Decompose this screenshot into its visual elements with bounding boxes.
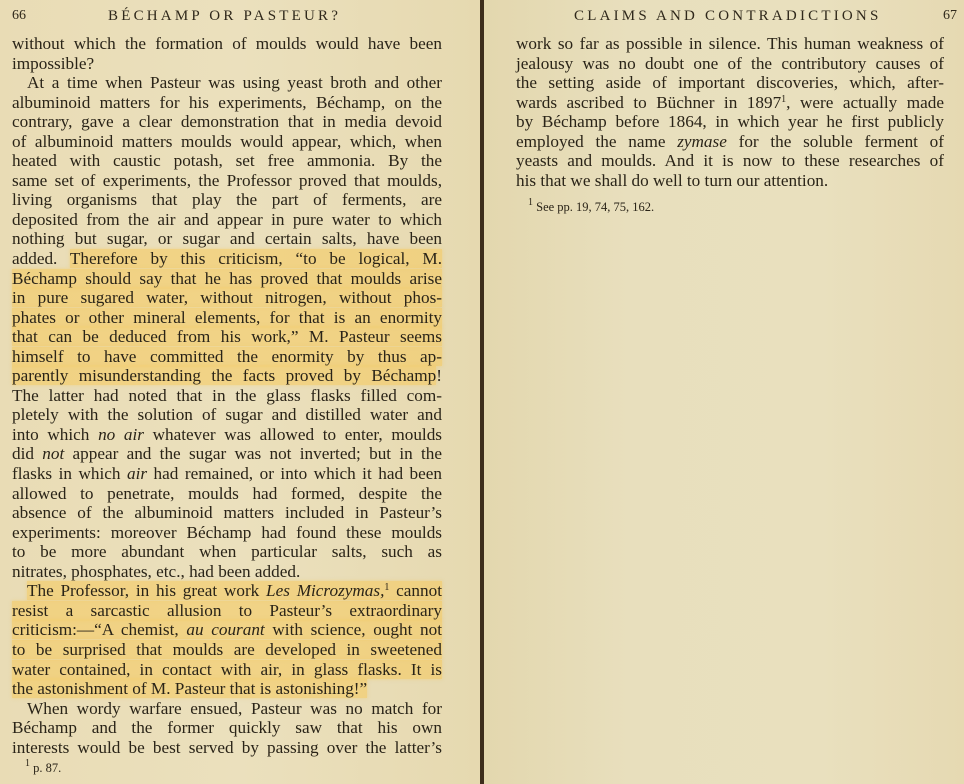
line-text: into which [12,424,99,444]
text-line [12,171,442,191]
line-text: employed the name [516,131,678,151]
running-head-right: CLAIMS AND CONTRADICTIONS [574,8,882,24]
line-text: for the soluble ferment of [726,131,944,151]
highlighted-text: to be surprised that moulds are developed in sweetened [12,639,442,659]
right-page [484,0,964,784]
line-text: with science, ought not [264,620,443,640]
italic-text: not [42,444,65,464]
text-line [12,73,442,93]
footnote-marker: 1 [528,197,533,208]
text-line [12,464,442,484]
italic-text: air [126,464,148,484]
line-text: added. [12,249,70,269]
text-line [12,679,442,699]
line-text: experiments: moreover Béchamp had found these moulds [12,522,442,542]
italic-text: au courant [186,620,265,640]
text-line [516,112,944,132]
text-line [12,151,442,171]
text-line [12,249,442,269]
left-page [0,0,480,784]
left-page-body [12,34,442,757]
text-line [516,132,944,152]
highlighted-text [12,620,442,639]
text-line [12,620,442,640]
line-text: At a time when Pasteur was using yeast broth and other [27,73,442,93]
text-line [516,171,944,191]
text-line [12,190,442,210]
footnote-left [25,760,61,776]
footnote-ref: 1 [781,93,787,105]
line-text: yeasts and moulds. And it is now to these researches of [516,151,944,171]
text-line [12,210,442,230]
footnote-text: See pp. 19, 74, 75, 162. [533,200,655,214]
text-line [12,542,442,562]
line-text: When wordy warfare ensued, Pasteur was no match for [27,698,442,718]
line-text: did [12,444,43,464]
text-line [12,405,442,425]
text-line [12,269,442,289]
footnote-text: p. 87. [30,761,62,775]
highlighted-text [27,581,442,600]
line-text: absence of the albuminoid matters included in Pasteur’s [12,503,442,523]
text-line [12,738,442,758]
text-line [12,93,442,113]
text-line [12,699,442,719]
text-line [12,54,442,74]
text-line [12,288,442,308]
text-line [12,660,442,680]
text-line [12,132,442,152]
text-line [516,54,944,74]
line-text: nothing but sugar, or sugar and certain salts, have been [12,229,442,249]
text-line [12,425,442,445]
line-text: contrary, gave a clear demonstration that in media devoid [12,112,442,132]
text-line [12,444,442,464]
running-head-left: BÉCHAMP OR PASTEUR? [108,8,342,24]
line-text: by Béchamp before 1864, in which year he first publicly [516,112,944,132]
line-text: , were actually made [786,92,944,112]
line-text: interests would be best served by passing over the latter’s [12,737,442,757]
footnote-marker: 1 [25,758,30,769]
line-text: albuminoid matters for his experiments, Béchamp, on the [12,92,442,112]
right-page-body [516,34,944,190]
line-text: nitrates, phosphates, etc., had been added. [12,561,301,581]
text-line [12,718,442,738]
line-text: had remained, or into which it had been [147,464,442,484]
line-text: The Professor, in his great work [27,581,267,601]
text-line [12,386,442,406]
text-line [12,581,442,601]
line-text: without which the formation of moulds would have been [12,34,442,53]
highlighted-text: the astonishment of M. Pasteur that is astonishing!” [12,679,368,699]
line-text: living organisms that play the part of ferments, are [12,190,442,210]
text-line [516,93,944,113]
line-text: work so far as possible in silence. This human weakness of [516,34,944,53]
page-number-left: 66 [12,8,26,23]
line-text: cannot [389,581,442,601]
line-text: criticism:—“A chemist, [12,620,187,640]
highlighted-text: resist a sarcastic allusion to Pasteur’s extraordinary [12,600,442,620]
line-text: whatever was allowed to enter, moulds [143,424,442,444]
italic-text: no air [98,424,144,444]
text-line [12,327,442,347]
italic-text: Les Microzymas, [266,581,385,601]
text-line [12,366,442,386]
text-line [12,229,442,249]
page-number-right: 67 [943,8,957,23]
text-line [12,112,442,132]
highlighted-text: in pure sugared water, without nitrogen, without phos- [12,288,442,308]
highlighted-text: himself to have committed the enormity by thus ap- [12,346,442,366]
line-text: Béchamp and the former quickly saw that his own [12,718,442,738]
line-text: pletely with the solution of sugar and distilled water and [12,405,442,425]
text-line [12,503,442,523]
line-text: the setting aside of important discoveries, which, after- [516,73,944,93]
line-text: his that we shall do well to turn our attention. [516,170,829,190]
line-text: heated with caustic potash, set free ammonia. By the [12,151,442,171]
line-text: deposited from the air and appear in pure water to which [12,209,442,229]
line-text: impossible? [12,53,95,73]
highlighted-text: water contained, in contact with air, in glass flasks. It is [12,659,442,679]
text-line [12,562,442,582]
text-line [12,308,442,328]
line-text: to be more abundant when particular salts, such as [12,542,442,562]
line-text: same set of experiments, the Professor proved that moulds, [12,170,442,190]
highlighted-text: Therefore by this criticism, “to be logical, M. [69,249,442,269]
text-line [12,640,442,660]
text-line [12,34,442,54]
highlighted-text: that can be deduced from his work,” M. Pasteur seems [12,327,442,347]
line-text: jealousy was no doubt one of the contributory causes of [516,53,944,73]
text-line [12,347,442,367]
text-line [12,523,442,543]
highlighted-text: Béchamp should say that he has proved that moulds arise [12,268,442,288]
footnote-ref: 1 [384,582,390,594]
line-text: ! [436,366,442,386]
text-line [12,601,442,621]
text-line [516,73,944,93]
footnote-right [528,199,654,215]
line-text: appear and the sugar was not inverted; but in the [64,444,442,464]
highlighted-text: phates or other mineral elements, for that is an enormity [12,307,442,327]
line-text: wards ascribed to Büchner in 1897 [516,92,782,112]
text-line [12,484,442,504]
highlighted-text: parently misunderstanding the facts proved by Béchamp [12,366,437,386]
line-text: of albuminoid matters moulds would appear, which, when [12,131,442,151]
text-line [516,151,944,171]
line-text: The latter had noted that in the glass flasks filled com- [12,385,442,405]
italic-text: zymase [677,131,727,151]
line-text: flasks in which [12,464,127,484]
text-line [516,34,944,54]
line-text: allowed to penetrate, moulds had formed, despite the [12,483,442,503]
